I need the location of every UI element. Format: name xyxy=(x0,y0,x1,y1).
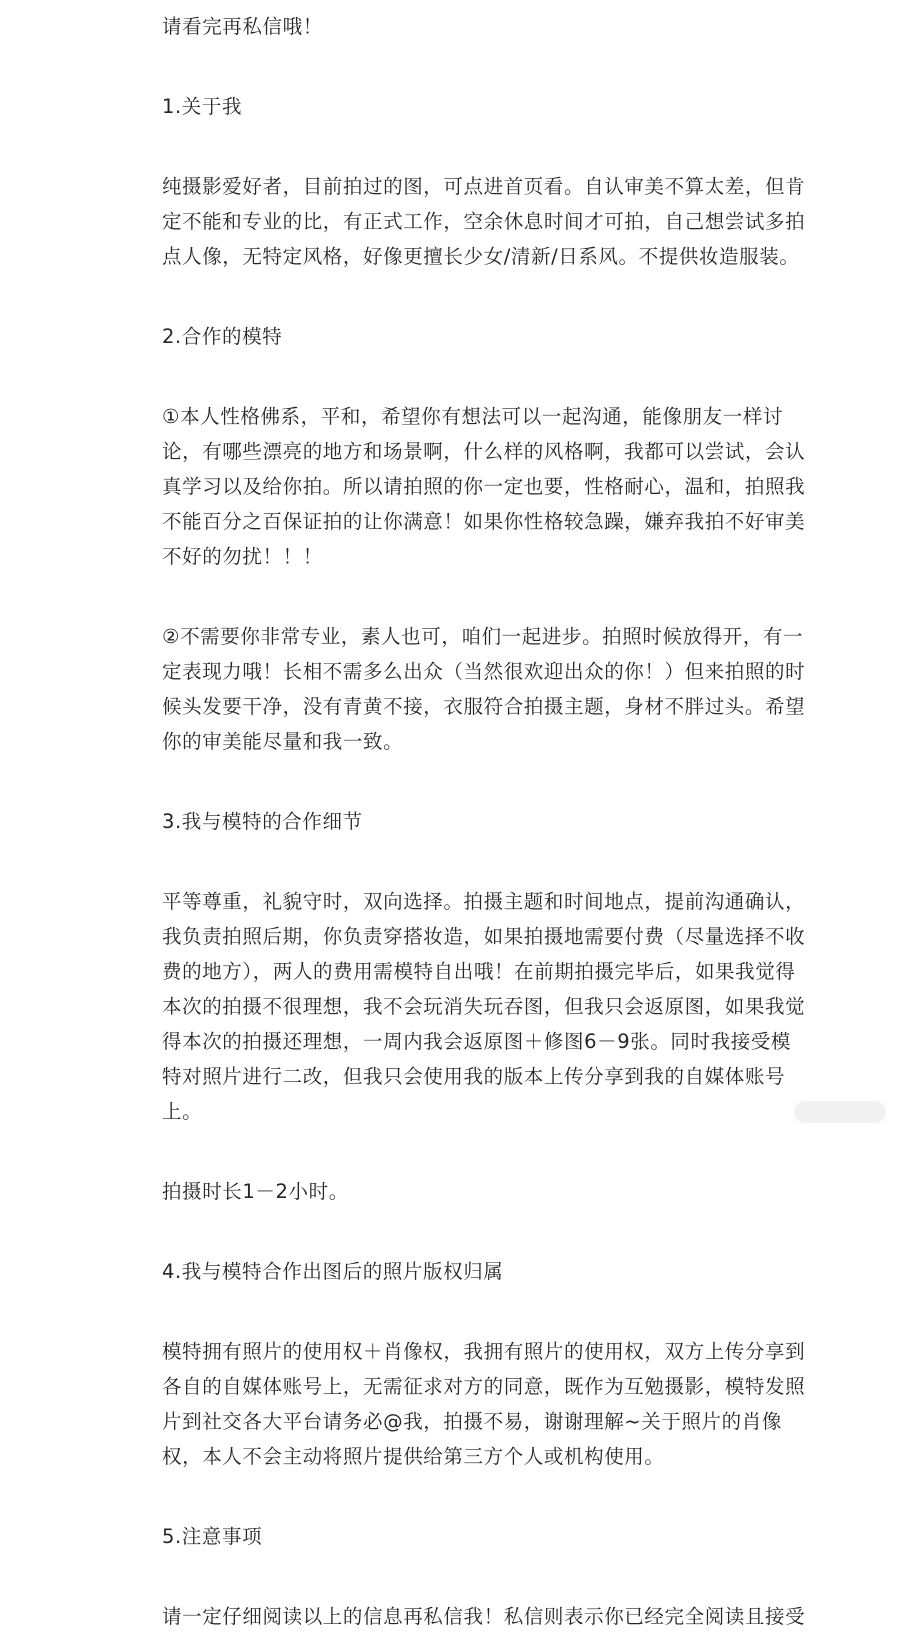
section-3-paragraph-1 xyxy=(162,884,806,1129)
paragraph-line: 论，有哪些漂亮的地方和场景啊，什么样的风格啊，我都可以尝试，会认 xyxy=(162,440,806,463)
section-1-title: 1.关于我 xyxy=(162,95,243,118)
note-document xyxy=(162,0,806,1634)
section-1-paragraph xyxy=(162,169,806,274)
paragraph-line: 平等尊重，礼貌守时，双向选择。拍摄主题和时间地点，提前沟通确认， xyxy=(162,890,806,913)
paragraph-line: 你的审美能尽量和我一致。 xyxy=(162,730,404,753)
paragraph-line: 上。 xyxy=(162,1100,203,1123)
paragraph-line: 各自的自媒体账号上，无需征求对方的同意，既作为互勉摄影，模特发照 xyxy=(162,1375,806,1398)
paragraph-line: 不好的勿扰！！！ xyxy=(162,545,323,568)
section-4-paragraph xyxy=(162,1334,806,1474)
paragraph-line: 片到社交各大平台请务必@我，拍摄不易，谢谢理解~关于照片的肖像 xyxy=(162,1410,782,1433)
paragraph-line: 不能百分之百保证拍的让你满意！如果你性格较急躁，嫌弃我拍不好审美 xyxy=(162,510,806,533)
paragraph-line: 特对照片进行二改，但我只会使用我的版本上传分享到我的自媒体账号 xyxy=(162,1065,786,1088)
paragraph-line: 点人像，无特定风格，好像更擅长少女/清新/日系风。不提供妆造服装。 xyxy=(162,245,800,268)
section-5-title: 5.注意事项 xyxy=(162,1525,263,1548)
section-2-title: 2.合作的模特 xyxy=(162,325,283,348)
paragraph-line: 本次的拍摄不很理想，我不会玩消失玩吞图，但我只会返原图，如果我觉 xyxy=(162,995,806,1018)
paragraph-line: 请一定仔细阅读以上的信息再私信我！私信则表示你已经完全阅读且接受 xyxy=(162,1605,806,1628)
watermark-badge xyxy=(794,1101,886,1123)
paragraph-line: 候头发要干净，没有青黄不接，衣服符合拍摄主题，身材不胖过头。希望 xyxy=(162,695,806,718)
section-4-title: 4.我与模特合作出图后的照片版权归属 xyxy=(162,1260,504,1283)
paragraph-line: 得本次的拍摄还理想，一周内我会返原图＋修图6－9张。同时我接受模 xyxy=(162,1030,792,1053)
section-2-paragraph-2 xyxy=(162,619,806,759)
paragraph-line: 权，本人不会主动将照片提供给第三方个人或机构使用。 xyxy=(162,1445,665,1468)
paragraph-line: 模特拥有照片的使用权＋肖像权，我拥有照片的使用权，双方上传分享到 xyxy=(162,1340,806,1363)
paragraph-line: 定表现力哦！长相不需多么出众（当然很欢迎出众的你！）但来拍照的时 xyxy=(162,660,806,683)
paragraph-line: 真学习以及给你拍。所以请拍照的你一定也要，性格耐心，温和，拍照我 xyxy=(162,475,806,498)
section-2-paragraph-1 xyxy=(162,399,806,574)
section-5-paragraph xyxy=(162,1599,806,1634)
paragraph-line: ①本人性格佛系，平和，希望你有想法可以一起沟通，能像朋友一样讨 xyxy=(162,405,784,428)
paragraph-line: 我负责拍照后期，你负责穿搭妆造，如果拍摄地需要付费（尽量选择不收 xyxy=(162,925,806,948)
paragraph-line: 费的地方），两人的费用需模特自出哦！在前期拍摄完毕后，如果我觉得 xyxy=(162,960,796,983)
intro-line: 请看完再私信哦！ xyxy=(162,15,323,38)
section-3-title: 3.我与模特的合作细节 xyxy=(162,810,363,833)
paragraph-line: ②不需要你非常专业，素人也可，咱们一起进步。拍照时候放得开，有一 xyxy=(162,625,804,648)
section-3-paragraph-2: 拍摄时长1－2小时。 xyxy=(162,1180,349,1203)
paragraph-line: 定不能和专业的比，有正式工作，空余休息时间才可拍，自己想尝试多拍 xyxy=(162,210,806,233)
paragraph-line: 纯摄影爱好者，目前拍过的图，可点进首页看。自认审美不算太差，但肯 xyxy=(162,175,806,198)
